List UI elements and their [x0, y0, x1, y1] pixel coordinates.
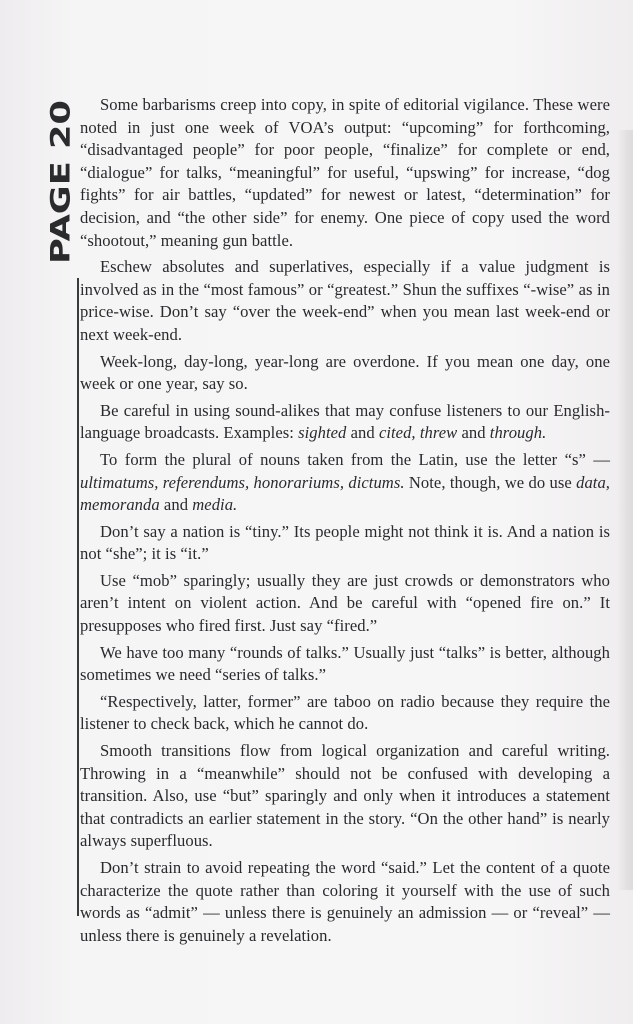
italic-term: through.	[489, 423, 547, 443]
paragraph	[80, 521, 610, 566]
paragraph	[80, 400, 610, 445]
paragraph-text: Use “mob” sparingly; usually they are just crowds or demonstrators who aren’t intent on violent action. And be careful with “opened fire on.” It presupposes who fired first. Just say “fired.”	[80, 570, 610, 636]
paragraph-text: Don’t strain to avoid repeating the word “said.” Let the content of a quote characterize the quote rather than coloring it yourself with the use of such words as “admit” — unless there is genuinely an admission — or “reveal” — unless there is genuinely a revelation.	[80, 858, 610, 945]
page-number-text: PAGE 20	[46, 138, 76, 264]
italic-term: sighted	[298, 423, 347, 443]
paragraph-text: “Respectively, latter, former” are taboo on radio because they require the listener to check back, which he cannot do.	[80, 691, 610, 734]
paragraph-text: and	[457, 423, 490, 443]
paragraph-text: Smooth transitions flow from logical organization and careful writing. Throwing in a “meanwhile” should not be confused with developing a transition. Also, use “but” sparingly and only when it introduces a statement that contradicts an earlier statement in the story. “On the other hand” is nearly always superfluous.	[80, 741, 610, 851]
page-number-label	[46, 98, 76, 266]
paragraph	[80, 449, 610, 517]
body-text	[80, 94, 610, 951]
paragraph-text: Eschew absolutes and superlatives, especially if a value judgment is involved as in the “most famous” or “greatest.” Shun the suffixes “-wise” as in price-wise. Don’t say “over the week-end” when you mean last week-end or next week-end.	[80, 257, 610, 344]
paragraph	[80, 94, 610, 252]
paragraph	[80, 256, 610, 346]
paragraph-text: Note, though, we do use	[404, 472, 577, 492]
italic-term: cited,	[378, 423, 416, 443]
paragraph-text: Week-long, day-long, year-long are overdone. If you mean one day, one week or one year, say so.	[80, 351, 610, 394]
page-edge-shadow	[617, 130, 633, 890]
italic-term: data, memoranda	[80, 472, 611, 515]
paragraph	[80, 642, 610, 687]
paragraph	[80, 351, 610, 396]
italic-term: ultimatums, referendums, honorariums, dictums.	[80, 472, 405, 492]
paragraph	[80, 691, 610, 736]
paragraph-text: Some barbarisms creep into copy, in spite of editorial vigilance. These were noted in just one week of VOA’s output: “upcoming” for forthcoming, “disadvantaged people” for poor people, “finalize” for complete or end, “dialogue” for talks, “meaningful” for useful, “upswing” for increase, “dog fights” for air battles, “updated” for newest or latest, “determination” for decision, and “the other side” for enemy. One piece of copy used the word “shootout,” meaning gun battle.	[80, 95, 610, 250]
paragraph	[80, 570, 610, 638]
paragraph-text: and	[159, 495, 193, 515]
paragraph-text: We have too many “rounds of talks.” Usually just “talks” is better, although sometimes we need “series of talks.”	[80, 642, 610, 685]
paragraph-text: Don’t say a nation is “tiny.” Its people might not think it is. And a nation is not “she”; it is “it.”	[80, 521, 610, 564]
paragraph	[80, 857, 610, 947]
paragraph-text: Be careful in using sound-alikes that may confuse listeners to our English-language broadcasts. Examples:	[80, 400, 610, 443]
italic-term: threw	[419, 423, 458, 443]
paragraph-text: and	[346, 423, 379, 443]
margin-rule	[77, 278, 79, 916]
italic-term: media.	[192, 495, 238, 515]
paragraph	[80, 740, 610, 853]
paragraph-text: To form the plural of nouns taken from the Latin, use the letter “s” —	[100, 449, 610, 469]
